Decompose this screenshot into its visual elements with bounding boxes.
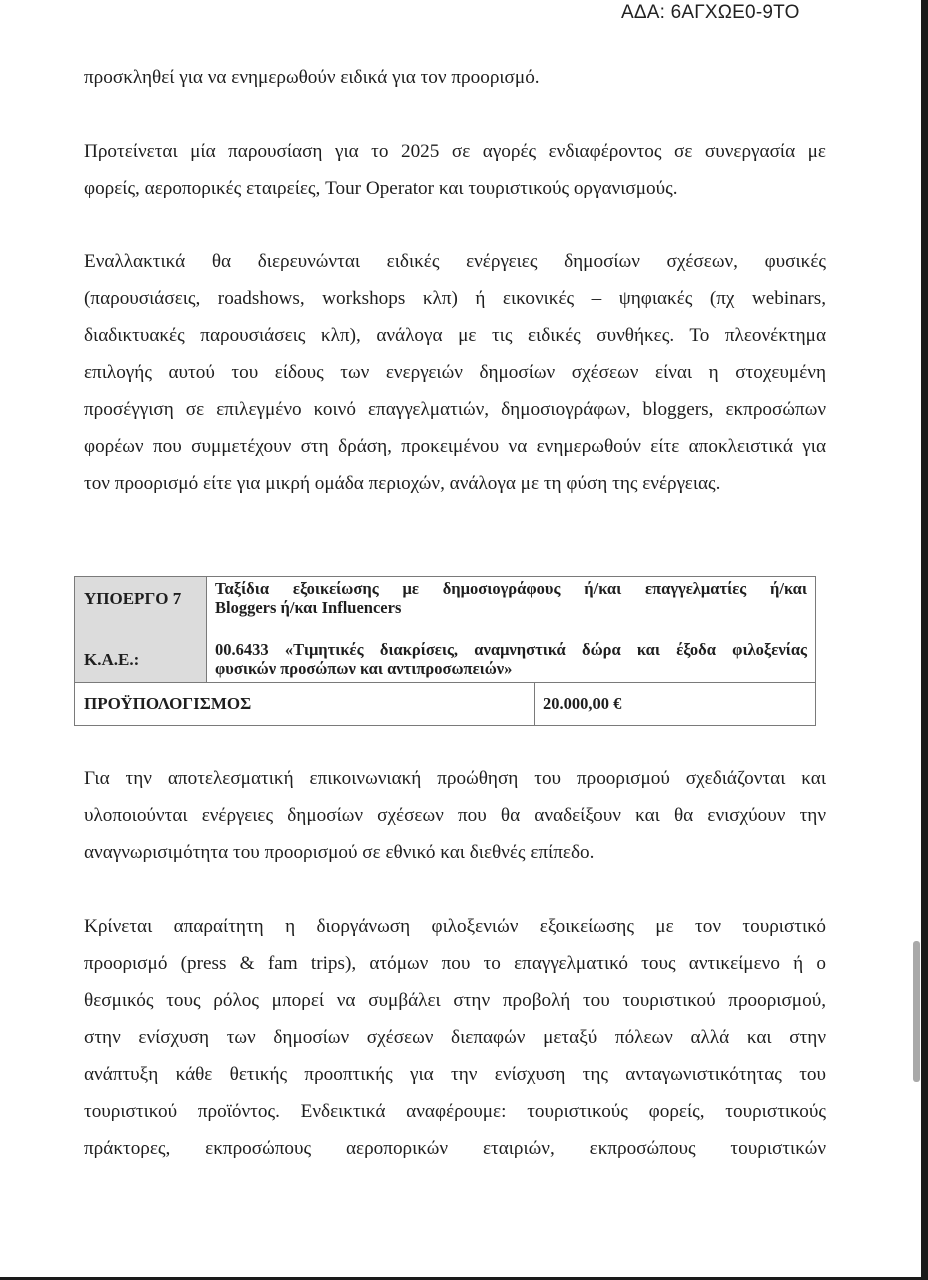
text-line: τον προορισμό είτε για μικρή ομάδα περιοχών, ανάλογα με τη φύση της ενέργειας. [84, 473, 721, 494]
text-line: αναγνωρισιμότητα του προορισμού σε εθνικό και διεθνές επίπεδο. [84, 842, 595, 863]
table-row [75, 577, 816, 683]
text-line: υλοποιούνται ενέργειες δημοσίων σχέσεων που θα αναδείξουν και θα ενισχύουν την [84, 805, 826, 826]
text-line: φορέων που συμμετέχουν στη δράση, προκειμένου να ενημερωθούν είτε αποκλειστικά για [84, 436, 826, 457]
text-line: προσέγγιση σε επιλεγμένο κοινό επαγγελματιών, δημοσιογράφων, bloggers, εκπροσώπων [84, 399, 826, 420]
text-line: διαδικτυακές παρουσιάσεις κλπ), ανάλογα με τις ειδικές συνθήκες. Το πλεονέκτημα [84, 325, 826, 346]
text-line: φυσικών προσώπων και αντιπροσωπειών» [215, 659, 513, 678]
text-line: ανάπτυξη κάθε θετικής προοπτικής για την ενίσχυση της ανταγωνιστικότητας του [84, 1064, 826, 1085]
text-line: 00.6433 «Τιμητικές διακρίσεις, αναμνηστικά δώρα και έξοδα φιλοξενίας [215, 640, 807, 659]
kae-description [215, 640, 807, 678]
text-line: προορισμό (press & fam trips), ατόμων που το επαγγελματικό τους αντικείμενο ή ο [84, 953, 826, 974]
subproject-label: ΥΠΟΕΡΓΟ 7 [84, 589, 182, 608]
text-line: Για την αποτελεσματική επικοινωνιακή προώθηση του προορισμού σχεδιάζονται και [84, 768, 826, 789]
text-line: πράκτορες, εκπροσώπους αεροπορικών εταιριών, εκπροσώπους τουριστικών [84, 1138, 826, 1159]
text-line: θεσμικός τους ρόλος μπορεί να συμβάλει στην προβολή του τουριστικού προορισμού, [84, 990, 826, 1011]
text-line: επιλογής αυτού του είδους των ενεργειών δημοσίων σχέσεων είναι η στοχευμένη [84, 362, 826, 383]
text-line: (παρουσιάσεις, roadshows, workshops κλπ) ή εικονικές – ψηφιακές (πχ webinars, [84, 288, 826, 309]
vertical-scrollbar-thumb[interactable] [913, 941, 920, 1082]
text-line: Ταξίδια εξοικείωσης με δημοσιογράφους ή/και επαγγελματίες ή/και [215, 579, 807, 598]
paragraph-communication-promotion [84, 760, 826, 871]
subproject-title [215, 579, 807, 617]
ada-identifier: ΑΔΑ: 6ΑΓΧΩΕ0-9ΤΟ [621, 2, 800, 23]
budget-value: 20.000,00 € [535, 683, 816, 726]
paragraph-presentation-2025 [84, 133, 826, 207]
text-line: προσκληθεί για να ενημερωθούν ειδικά για τον προορισμό. [84, 67, 540, 88]
paragraph-fam-trips [84, 908, 826, 1167]
text-line: Εναλλακτικά θα διερευνώνται ειδικές ενέργειες δημοσίων σχέσεων, φυσικές [84, 251, 826, 272]
budget-label: ΠΡΟΫΠΟΛΟΓΙΣΜΟΣ [75, 683, 535, 726]
text-line: τουριστικού προϊόντος. Ενδεικτικά αναφέρουμε: τουριστικούς φορείς, τουριστικούς [84, 1101, 826, 1122]
table-row [75, 683, 816, 726]
text-line: Bloggers ή/και Influencers [215, 598, 402, 617]
text-line: φορείς, αεροπορικές εταιρείες, Tour Operator και τουριστικούς οργανισμούς. [84, 178, 678, 199]
paragraph-invitation [84, 59, 826, 96]
label-cell [75, 577, 207, 683]
text-line: Προτείνεται μία παρουσίαση για το 2025 σε αγορές ενδιαφέροντος σε συνεργασία με [84, 141, 826, 162]
subproject-budget-table [74, 576, 816, 726]
paragraph-alternative-pr-actions [84, 243, 826, 502]
description-cell [207, 577, 816, 683]
text-line: στην ενίσχυση των δημοσίων σχέσεων διεπαφών μεταξύ πόλεων αλλά και στην [84, 1027, 826, 1048]
text-line: Κρίνεται απαραίτητη η διοργάνωση φιλοξενιών εξοικείωσης με τον τουριστικό [84, 916, 826, 937]
kae-label: Κ.Α.Ε.: [84, 650, 140, 669]
viewer-frame-right [921, 0, 928, 1280]
